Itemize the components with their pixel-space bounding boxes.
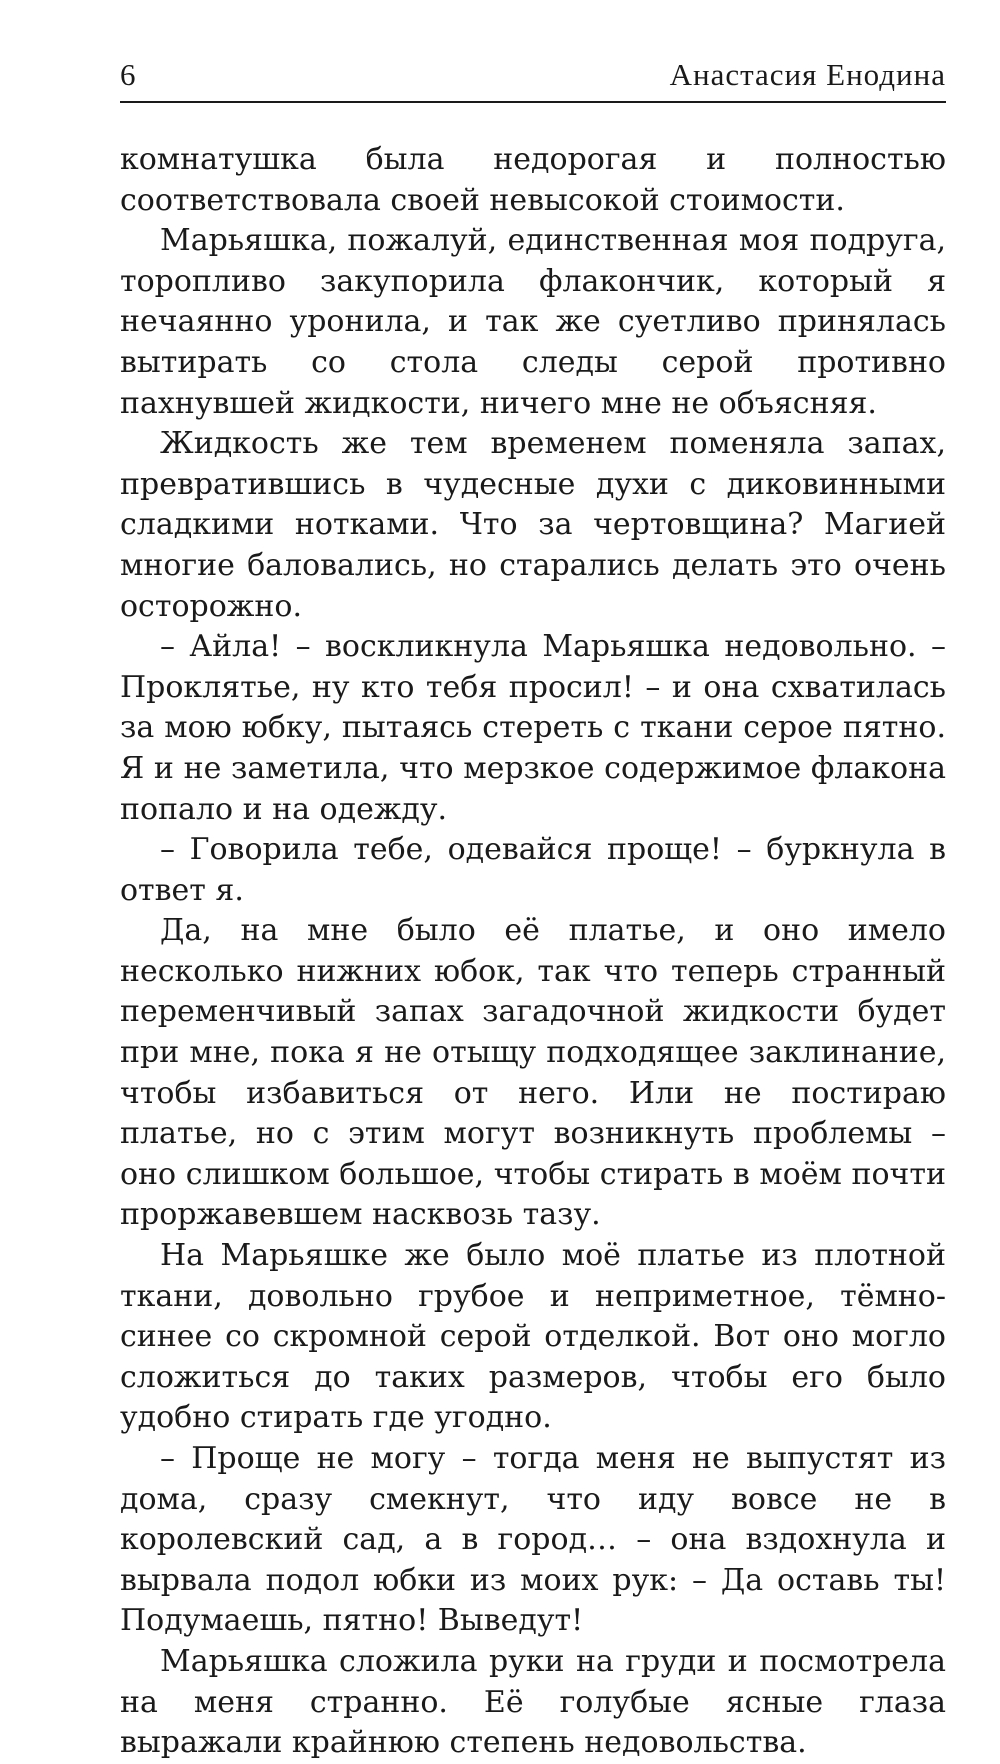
- paragraph: На Марьяшке же было моё платье из плотной ткани, довольно грубое и неприметное, тёмно-синее со скромной серой отделкой. Вот оно могло сложиться до таких размеров, чтобы его было удобно стирать где угодно.: [120, 1238, 946, 1436]
- paragraph: комнатушка была недорогая и полностью соответствовала своей невысокой стоимости.: [120, 142, 946, 218]
- paragraph: Да, на мне было её платье, и оно имело несколько нижних юбок, так что теперь странный переменчивый запах загадочной жидкости будет при мне, пока я не отыщу подходящее заклинание, чтобы избавиться от него. Или не постираю платье, но с этим могут возникнуть проблемы – оно слишком большое, чтобы стирать в моём почти проржавевшем насквозь тазу.: [120, 913, 946, 1233]
- paragraph: – Проще не могу – тогда меня не выпустят из дома, сразу смекнут, что иду вовсе не в королевский сад, а в город… – она вздохнула и вырвала подол юбки из моих рук: – Да оставь ты! Подумаешь, пятно! Выведут!: [120, 1441, 946, 1639]
- running-title: Анастасия Енодина: [669, 57, 946, 92]
- paragraph: – Говорила тебе, одевайся проще! – буркнула в ответ я.: [120, 832, 946, 908]
- body-text: [120, 140, 946, 1764]
- paragraph: Марьяшка сложила руки на груди и посмотрела на меня странно. Её голубые ясные глаза выражали крайнюю степень недовольства.: [120, 1643, 946, 1761]
- running-head: [120, 52, 946, 98]
- paragraph: Марьяшка, пожалуй, единственная моя подруга, торопливо закупорила флакончик, который я нечаянно уронила, и так же суетливо принялась вытирать со стола следы серой противно пахнувшей жидкости, ничего мне не объясняя.: [120, 223, 946, 421]
- page-number: 6: [120, 57, 136, 92]
- header-rule: [120, 101, 946, 103]
- paragraph: – Айла! – воскликнула Марьяшка недовольно. – Проклятье, ну кто тебя просил! – и она схватилась за мою юбку, пытаясь стереть с ткани серое пятно. Я и не заметила, что мерзкое содержимое флакона попало и на одежду.: [120, 629, 946, 827]
- paragraph: Жидкость же тем временем поменяла запах, превратившись в чудесные духи с диковинными сладкими нотками. Что за чертовщина? Магией многие баловались, но старались делать это очень осторожно.: [120, 426, 946, 624]
